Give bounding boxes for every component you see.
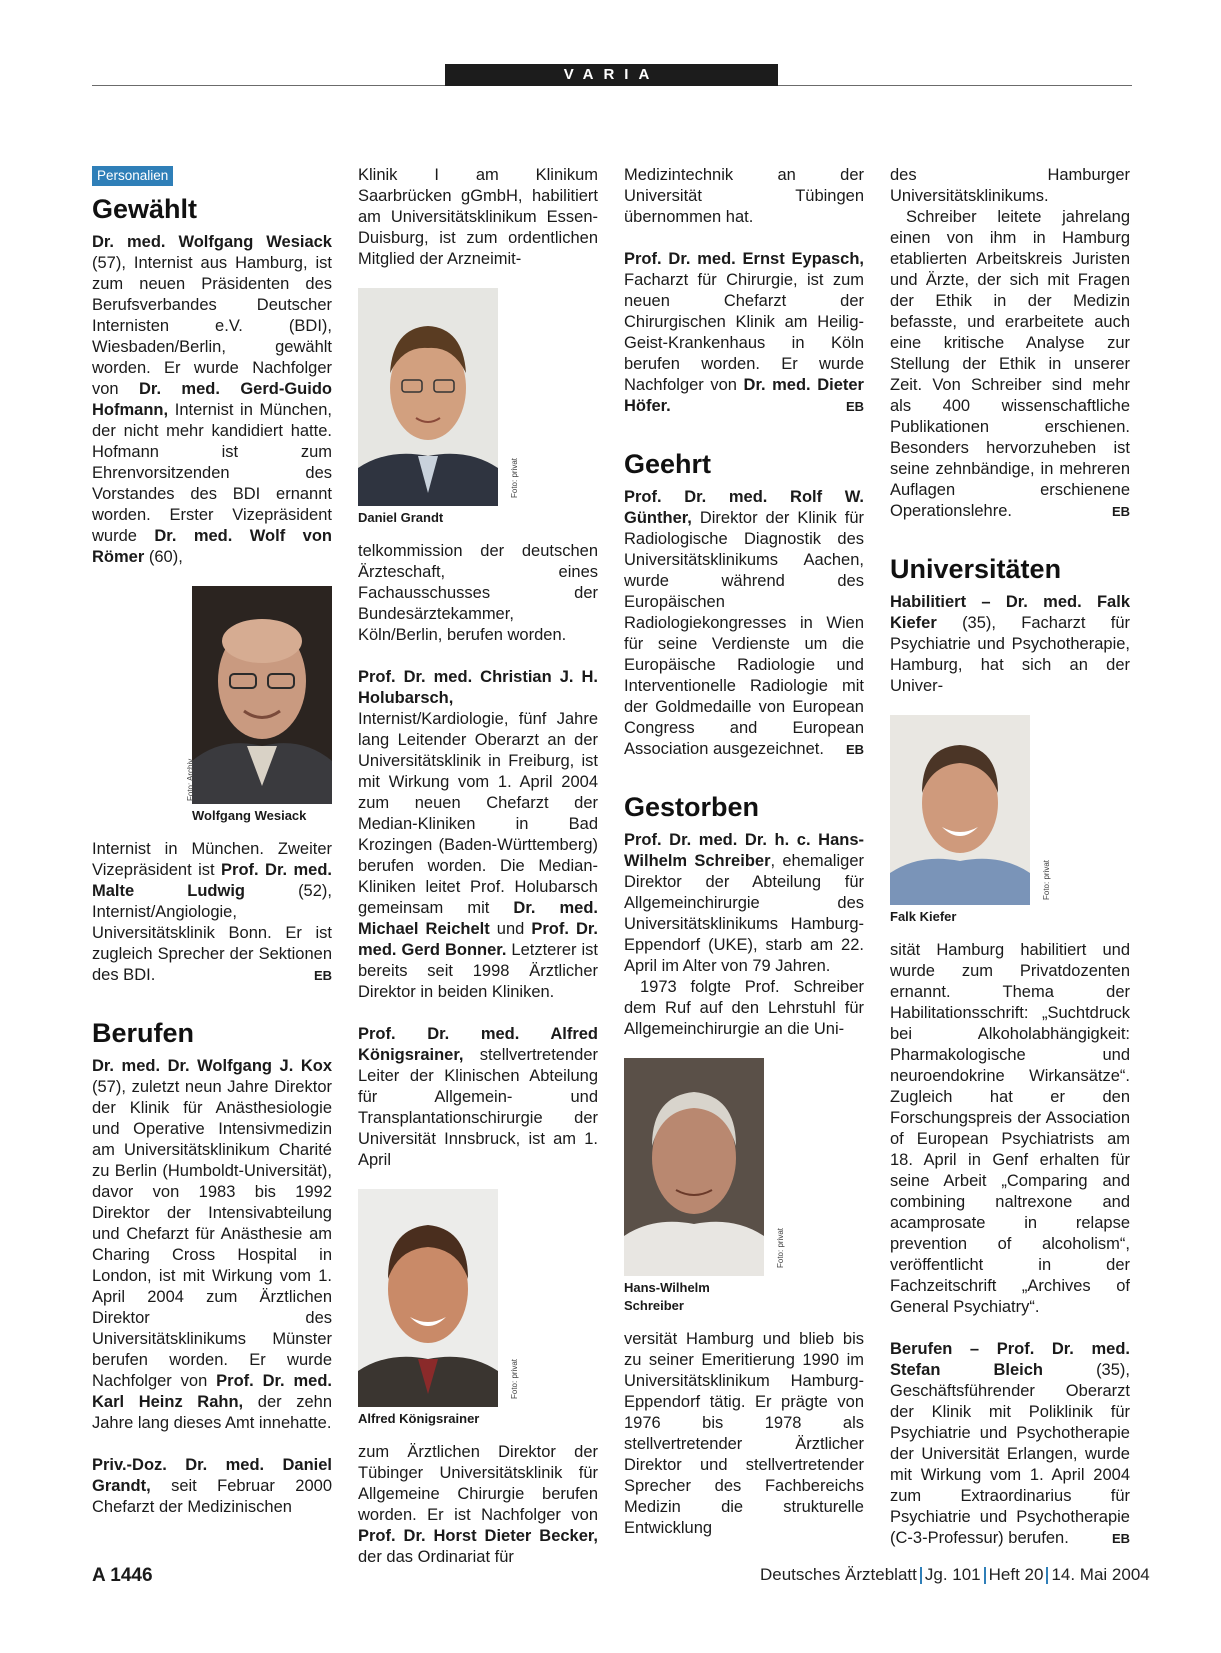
paragraph: Berufen – Prof. Dr. med. Stefan Bleich (35), Geschäftsführender Oberarzt der Klinik mit Poliklinik für Psychiatrie und Psychotherapie der Universität Erlangen, wurde mit Wirkung vom 1. April 2004 zum Extraordinarius für Psychiatrie und Psychotherapie (C-3-Professur) berufen. EB xyxy=(890,1340,1130,1547)
paragraph: Internist in München. Zweiter Vizepräsident ist Prof. Dr. med. Malte Ludwig (52), Internist/Angiologie, Universitätsklinik Bonn. Er ist zugleich Sprecher der Sektionen des BDI. EB xyxy=(92,840,333,984)
paragraph: Klinik I am Klinikum Saarbrücken gGmbH, habilitiert am Universitätsklinikum Essen-Duisburg, ist zum ordentlichen Mitglied der Arzneimit- xyxy=(358,166,598,268)
paragraph: Dr. med. Wolfgang Wesiack (57), Internist aus Hamburg, ist zum neuen Präsidenten des Berufsverbandes Deutscher Internisten e.V. (BDI), Wiesbaden/Berlin, gewählt worden. Er wurde Nachfolger von Dr. med. Gerd-Guido Hofmann, Internist in München, der nicht mehr kandidiert hatte. Hofmann ist zum Ehrenvorsitzenden des Vorstandes des BDI ernannt worden. Erster Vizepräsident wurde Dr. med. Wolf von Römer (60), xyxy=(92,233,332,566)
portrait-image xyxy=(192,586,332,804)
photo-caption: Wolfgang Wesiack xyxy=(192,808,307,823)
section-header: VARIA xyxy=(445,64,778,86)
category-tag: Personalien xyxy=(92,166,173,186)
heading-geehrt: Geehrt xyxy=(624,449,712,479)
paragraph: Schreiber leitete jahrelang einen von ihm in Hamburg etablierten Arbeitskreis Juristen und Ärzte, der sich mit Fragen der Ethik in der Medizin befasste, und erarbeitete auch eine kritische Analyse zur Stellung der Ethik in unserer Zeit. Von Schreiber sind mehr als 400 wissenschaftliche Publikationen erschienen. Besonders hervorzuheben ist seine zehnbändige, in mehreren Auflagen erschienene Operationslehre. EB xyxy=(890,208,1130,520)
photo-caption: Hans-Wilhelm Schreiber xyxy=(624,1280,710,1313)
paragraph: Prof. Dr. med. Christian J. H. Holubarsch, Internist/Kardiologie, fünf Jahre lang Leitender Oberarzt an der Universitätsklinik in Freiburg, ist mit Wirkung vom 1. April 2004 zum neuen Chefarzt der Median-Kliniken in Bad Krozingen (Baden-Württemberg) berufen worden. Die Median-Kliniken leitet Prof. Holubarsch gemeinsam mit Dr. med. Michael Reichelt und Prof. Dr. med. Gerd Bonner. Letzterer ist bereits seit 1998 Ärztlicher Direktor in beiden Kliniken. xyxy=(358,668,599,1001)
paragraph: versität Hamburg und blieb bis zu seiner Emeritierung 1990 im Universitätsklinikum Hamburg-Eppendorf tätig. Er prägte von 1976 bis 1978 als stellvertretender Ärztlicher Direktor und stellvertretender Sprecher des Fachbereichs Medizin die strukturelle Entwicklung xyxy=(624,1330,864,1537)
photo-credit: Foto: privat xyxy=(776,1227,785,1268)
author-initials: EB xyxy=(313,968,332,983)
photo-credit: Foto: Archiv xyxy=(186,758,195,801)
paragraph: sität Hamburg habilitiert und wurde zum Privatdozenten ernannt. Thema der Habilitationsschrift: „Suchtdruck bei Alkoholabhängigkeit: Pharmakologische und neuroendokrine Wirkansätze“. Zugleich hat er den Forschungspreis der Association of European Psychiatrists am 18. April in Genf erhalten für seine Arbeit „Comparing and combining naltrexone and acamprosate in relapse prevention of alcoholism“, veröffentlicht in der Fachzeitschrift „Archives of General Psychiatry“. xyxy=(890,941,1130,1316)
author-initials: EB xyxy=(845,742,864,757)
paragraph: Prof. Dr. med. Alfred Königsrainer, stellvertretender Leiter der Klinischen Abteilung für Allgemein- und Transplantationschirurgie der Universität Innsbruck, ist am 1. April xyxy=(358,1025,598,1169)
paragraph: des Hamburger Universitätsklinikums. xyxy=(890,166,1130,205)
photo-kiefer xyxy=(890,715,1051,926)
photo-caption: Alfred Königsrainer xyxy=(358,1411,480,1426)
photo-schreiber xyxy=(624,1058,785,1315)
author-initials: EB xyxy=(1111,504,1130,519)
photo-wesiack xyxy=(186,586,332,825)
journal-volume: Jg. 101 xyxy=(924,1565,981,1584)
photo-grandt xyxy=(358,288,519,527)
portrait-image xyxy=(358,288,498,506)
author-initials: EB xyxy=(845,399,864,414)
paragraph: Medizintechnik an der Universität Tübingen übernommen hat. xyxy=(624,166,864,226)
paragraph: zum Ärztlichen Direktor der Tübinger Universitätsklinik für Allgemeine Chirurgie berufen worden. Er ist Nachfolger von Prof. Dr. Horst Dieter Becker, der das Ordinariat für xyxy=(358,1443,598,1566)
heading-berufen: Berufen xyxy=(92,1018,195,1048)
portrait-image xyxy=(890,715,1030,905)
photo-credit: Foto: privat xyxy=(510,1358,519,1399)
journal-date: 14. Mai 2004 xyxy=(1051,1565,1150,1584)
paragraph: 1973 folgte Prof. Schreiber dem Ruf auf den Lehrstuhl für Allgemeinchirurgie an die Uni- xyxy=(624,978,864,1038)
heading-gewaehlt: Gewählt xyxy=(92,194,198,224)
photo-credit: Foto: privat xyxy=(1042,859,1051,900)
paragraph: Habilitiert – Dr. med. Falk Kiefer (35), Facharzt für Psychiatrie und Psychotherapie, Hamburg, hat sich an der Univer- xyxy=(890,593,1130,695)
photo-koenigsrainer xyxy=(358,1189,519,1428)
column-2 xyxy=(358,165,598,1568)
column-1 xyxy=(92,165,332,1518)
photo-credit: Foto: privat xyxy=(510,457,519,498)
heading-gestorben: Gestorben xyxy=(624,792,760,822)
paragraph: Prof. Dr. med. Ernst Eypasch, Facharzt für Chirurgie, ist zum neuen Chefarzt der Chirurgischen Klinik am Heilig-Geist-Krankenhaus in Köln berufen worden. Er wurde Nachfolger von Dr. med. Dieter Höfer. EB xyxy=(624,250,864,415)
paragraph: Dr. med. Dr. Wolfgang J. Kox (57), zuletzt neun Jahre Direktor der Klinik für Anästhesiologie und Operative Intensivmedizin am Universitätsklinikum Charité zu Berlin (Humboldt-Universität), davor von 1983 bis 1992 Direktor der Intensivabteilung und Chefarzt für Anästhesie am Charing Cross Hospital in London, ist mit Wirkung vom 1. April 2004 zum Ärztlichen Direktor des Universitätsklinikums Münster berufen worden. Er wurde Nachfolger von Prof. Dr. med. Karl Heinz Rahn, der zehn Jahre lang dieses Amt innehatte. xyxy=(92,1057,332,1432)
column-4 xyxy=(890,165,1130,1549)
paragraph: Priv.-Doz. Dr. med. Daniel Grandt, seit Februar 2000 Chefarzt der Medizinischen xyxy=(92,1456,332,1516)
page-number: A 1446 xyxy=(92,1565,153,1586)
journal-footer xyxy=(760,1565,1150,1585)
column-3 xyxy=(624,165,864,1539)
author-initials: EB xyxy=(1111,1531,1130,1546)
paragraph: Prof. Dr. med. Dr. h. c. Hans-Wilhelm Schreiber, ehemaliger Direktor der Abteilung für Allgemeinchirurgie des Universitätsklinikums Hamburg-Eppendorf (UKE), starb am 22. April im Alter von 79 Jahren. xyxy=(624,831,864,975)
heading-universitaeten: Universitäten xyxy=(890,554,1062,584)
photo-caption: Daniel Grandt xyxy=(358,510,444,525)
portrait-image xyxy=(624,1058,764,1276)
journal-issue: Heft 20 xyxy=(988,1565,1044,1584)
photo-caption: Falk Kiefer xyxy=(890,909,957,924)
portrait-image xyxy=(358,1189,498,1407)
paragraph: telkommission der deutschen Ärzteschaft, eines Fachausschusses der Bundesärztekammer, Köln/Berlin, berufen worden. xyxy=(358,542,598,644)
journal-name: Deutsches Ärzteblatt xyxy=(760,1565,917,1584)
paragraph: Prof. Dr. med. Rolf W. Günther, Direktor der Klinik für Radiologische Diagnostik des Universitätsklinikums Aachen, wurde während des Europäischen Radiologiekongresses in Wien für seine Verdienste um die Europäische Radiologie und Interventionelle Radiologie mit der Goldmedaille von European Congress and European Association ausgezeichnet. EB xyxy=(624,488,864,758)
